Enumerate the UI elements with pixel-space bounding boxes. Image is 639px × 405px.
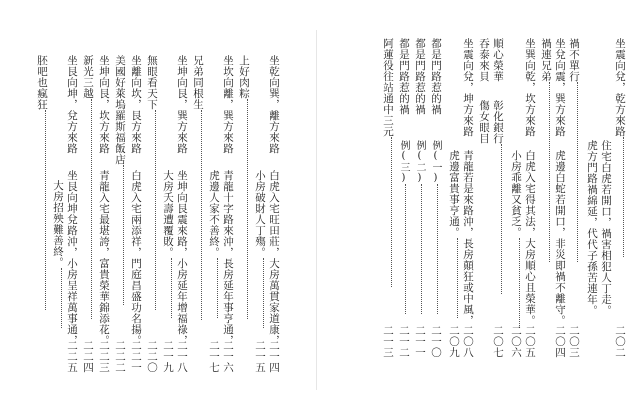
entry-title: 坐震向兌，乾方來路 <box>614 38 626 137</box>
toc-entry-line: 虎邊人家不善終。 <box>208 170 223 318</box>
toc-entry-line: 坐坤向艮震來路，小房延年增福祿， <box>176 170 188 346</box>
page-number: 二〇三 <box>568 325 580 358</box>
toc-entry-line: 虎邊白蛇若開口，非災即禍不離守。 <box>554 150 566 326</box>
toc-entry: 坐兌向震，巽方來路 <box>554 38 566 137</box>
page-number: 二〇二 <box>614 325 626 358</box>
example-tag: 例(三) <box>398 140 411 314</box>
page-number: 二〇九 <box>448 325 460 358</box>
toc-entry-line: 青龍若是來路沖，長房顛狂或中風， <box>462 150 474 326</box>
page-number: 二二二 <box>114 340 126 373</box>
page-number: 二二一 <box>130 340 142 373</box>
toc-entry-line: 坐艮向坤兌路沖，小房呈祥萬事通， <box>66 170 78 346</box>
toc-entry: 兄弟同根生 <box>192 55 207 320</box>
toc-entry-line: 白虎入宅兩添祥，門庭昌盛功名揚。 <box>130 170 142 346</box>
page-number: 二一三 <box>382 325 394 358</box>
toc-entry-line: 小房破財人丁殤。 <box>254 170 269 328</box>
toc-entry: 坐坤向艮，巽方來路 <box>176 55 188 154</box>
page-number: 二〇五 <box>524 325 536 358</box>
toc-entry: 坐坤向艮，坎方來路 <box>98 55 110 154</box>
page-number: 二〇八 <box>462 325 474 358</box>
toc-entry: 坐震向兌，坤方來路 <box>462 38 474 137</box>
toc-entry: 都是門路惹的禍 <box>430 38 442 115</box>
page-number: 二一九 <box>162 340 174 373</box>
toc-entry-line: 青龍入宅最堪誇，富貴榮華錦添花。 <box>98 170 110 346</box>
left-page <box>0 0 318 405</box>
page-number: 二一六 <box>222 340 234 373</box>
toc-entry: 上好肉粽 <box>238 55 253 319</box>
toc-entry-line: 虎邊富貴事亨通。 <box>448 150 463 318</box>
page-number: 二二五 <box>66 340 78 373</box>
page-number: 二〇四 <box>554 325 566 358</box>
toc-entry-line: 小房乖離又貧乏。 <box>510 150 525 328</box>
page-number: 二一八 <box>176 340 188 373</box>
toc-entry-line: 傷女眼目 <box>478 100 490 144</box>
toc-entry: 坐坎向離，巽方來路 <box>222 55 234 154</box>
toc-entry: 新光三越 <box>82 55 97 319</box>
toc-entry-line: 白虎入宅旺田莊，大房萬貫家道康， <box>268 170 280 346</box>
toc-entry: 順心榮華 <box>492 38 504 82</box>
toc-entry: 坐艮向坤，兌方來路 <box>66 55 78 154</box>
toc-entry: 無眼看天下 <box>146 55 161 310</box>
page-number: 二一七 <box>208 340 220 373</box>
toc-entry: 坐巽向乾，坎方來路 <box>524 38 536 137</box>
toc-entry: 都是門路惹的禍 <box>398 38 410 115</box>
toc-entry-line: 彰化銀行 <box>492 100 507 294</box>
example-tag: 例(二) <box>414 140 427 314</box>
page-number: 二二四 <box>82 340 94 373</box>
page-number: 二一一 <box>414 325 426 358</box>
page-number: 二二〇 <box>146 340 158 373</box>
toc-entry-line: 白虎入宅得其法，大房順心且榮華。 <box>524 150 536 326</box>
toc-entry: 坐乾向巽，離方來路 <box>268 55 280 154</box>
page-number: 二〇七 <box>492 325 504 358</box>
toc-entry: 胚吧也瘋狂 <box>36 55 51 310</box>
page-number: 二一四 <box>268 340 280 373</box>
page-number: 二一〇 <box>430 325 442 358</box>
toc-entry <box>614 38 629 257</box>
toc-entry: 都是門路惹的禍 <box>414 38 426 115</box>
right-page <box>318 0 639 405</box>
toc-entry: 吞泰來貝 <box>478 38 490 82</box>
toc-entry-line: 虎方門路禍綿延，代代子孫苦連年。 <box>586 140 598 316</box>
example-tag: 例(一) <box>430 140 443 314</box>
toc-entry-line: 青龍十字路來沖，長房延年事亨通， <box>222 170 234 346</box>
toc-entry: 坐離向坎，艮方來路 <box>130 55 142 154</box>
toc-entry-line: 大房夭壽遭覆敗。 <box>162 170 177 318</box>
page-number: 二一二 <box>398 325 410 358</box>
toc-entry-line: 住宅白虎若開口，禍害相犯人丁走。 <box>600 140 612 316</box>
toc-entry: 美國好萊塢羅斯福飯店 <box>114 55 129 305</box>
toc-entry-line: 大房招殃難善終。 <box>52 180 67 328</box>
page-number: 二一五 <box>254 340 266 373</box>
toc-entry: 禍連兄弟 <box>540 38 555 262</box>
toc-entry: 禍不單行 <box>568 38 583 262</box>
page-number: 二二三 <box>98 340 110 373</box>
page-number: 二〇六 <box>510 325 522 358</box>
toc-entry: 阿蓮役往站通中三元 <box>382 38 397 287</box>
